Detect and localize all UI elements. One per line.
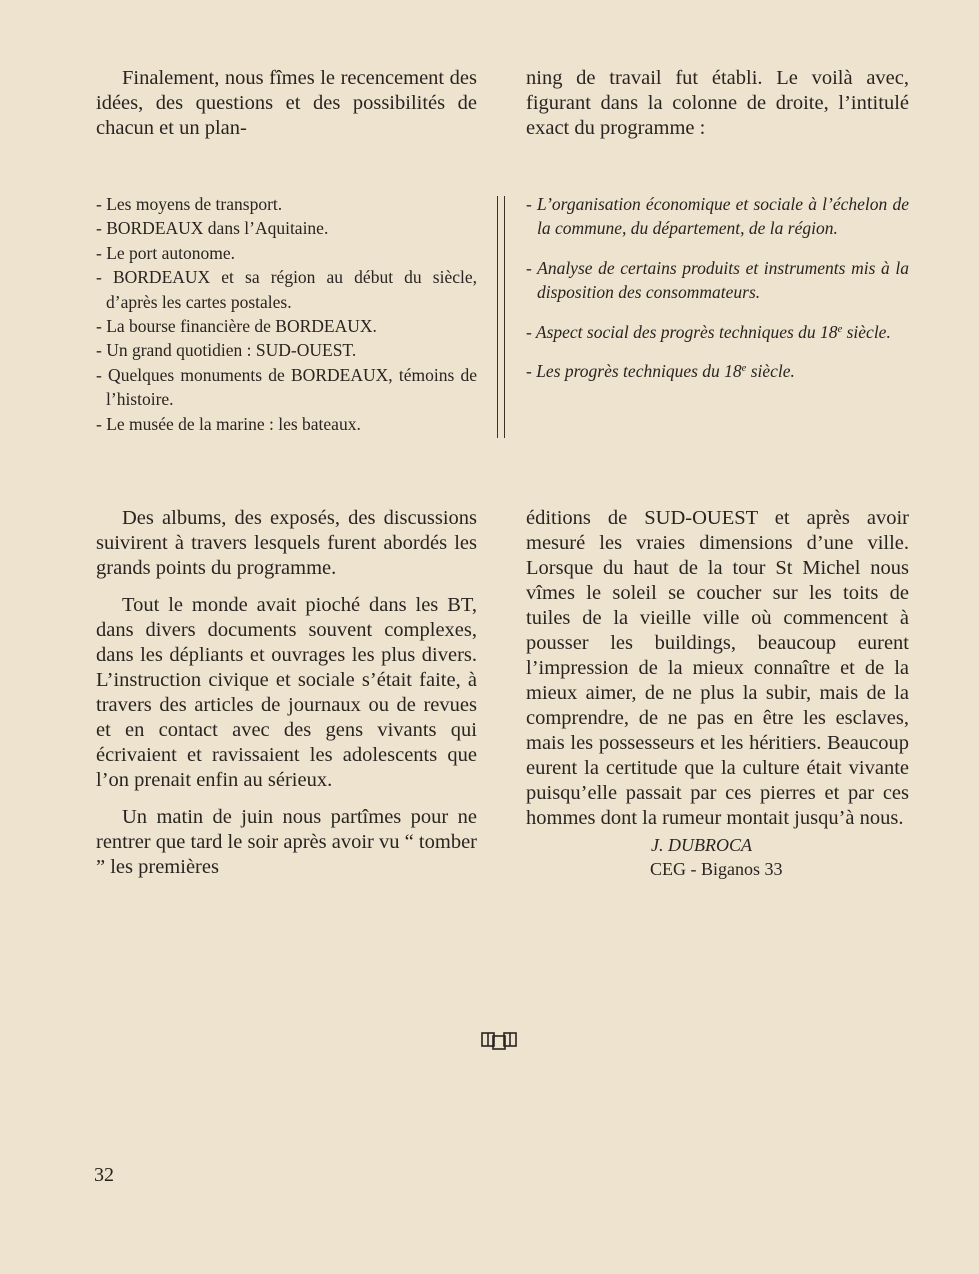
- topic-item: - BORDEAUX et sa région au début du siècle, d’après les cartes postales.: [96, 267, 477, 312]
- topic-item: - Quelques monuments de BORDEAUX, témoins de l’histoire.: [96, 364, 477, 410]
- topic-item: - Les moyens de transport.: [96, 194, 283, 214]
- program-item: [526, 359, 909, 383]
- topic-item: - Le musée de la marine : les bateaux.: [96, 413, 361, 434]
- topic-item: - Un grand quotidien : SUD-OUEST.: [96, 340, 357, 361]
- intro-right-column: [526, 66, 909, 141]
- topics-list: [96, 192, 477, 436]
- topic-item: - BORDEAUX dans l’Aquitaine.: [96, 218, 329, 239]
- body-paragraph: Un matin de juin nous partîmes pour ne rentrer que tard le soir après avoir vu “ tomber ” les premières: [96, 806, 477, 878]
- program-item: - L’organisation économique et sociale à l’échelon de la commune, du département, de la région.: [526, 194, 909, 239]
- publisher-logo-icon: [481, 1031, 517, 1051]
- program-item-text: - Aspect social des progrès techniques du 18: [526, 321, 838, 342]
- topic-item: - La bourse financière de BORDEAUX.: [96, 316, 377, 337]
- author-affiliation: CEG - Biganos 33: [650, 859, 783, 879]
- superscript: e: [837, 323, 843, 335]
- intro-paragraph-left: Finalement, nous fîmes le recencement des idées, des questions et des possibilités de chacun et un plan-: [96, 67, 477, 139]
- author-name: J. DUBROCA: [651, 835, 752, 855]
- program-item: [526, 320, 909, 344]
- body-paragraph: Tout le monde avait pioché dans les BT, dans divers documents souvent complexes, dans les dépliants et ouvrages les plus divers. L’instruction civique et sociale s’était faite, à travers des articles de journaux ou de revues et en contact avec des gens vivants qui écrivaient et ravissaient les adolescents que l’on prenait enfin au sérieux.: [96, 594, 477, 791]
- author-signature: [650, 833, 909, 881]
- intro-paragraph-right: ning de travail fut établi. Le voilà avec, figurant dans la colonne de droite, l’intitulé exact du programme :: [526, 67, 909, 139]
- program-item: - Analyse de certains produits et instruments mis à la disposition des consommateurs.: [526, 257, 909, 303]
- page-number: 32: [94, 1164, 114, 1186]
- program-item-text: siècle.: [842, 321, 891, 342]
- body-left-column: [96, 506, 477, 880]
- program-list: [526, 192, 909, 398]
- intro-left-column: [96, 66, 477, 141]
- body-paragraph: éditions de SUD-OUEST et après avoir mesuré les vraies dimensions d’une ville. Lorsque du haut de la tour St Michel nous vîmes le soleil se coucher sur les toits de tuiles de la vieille ville où commencent à pousser les buildings, beaucoup eurent l’impression de la mieux connaître et de la mieux aimer, de ne plus la subir, mais de la comprendre, de ne pas en être les esclaves, mais les possesseurs et les héritiers. Beaucoup eurent la certitude que la culture était vivante puisqu’elle passait par ces pierres et par ces hommes dont la rumeur montait jusqu’à nous.: [526, 507, 909, 829]
- program-item-text: - Les progrès techniques du 18: [526, 361, 742, 382]
- body-right-column: [526, 506, 909, 881]
- body-paragraph: Des albums, des exposés, des discussions suivirent à travers lesquels furent abordés les grands points du programme.: [96, 507, 477, 579]
- superscript: e: [741, 363, 747, 375]
- program-item-text: siècle.: [746, 361, 795, 382]
- topic-item: - Le port autonome.: [96, 242, 235, 263]
- column-separator-double-rule: [497, 196, 505, 438]
